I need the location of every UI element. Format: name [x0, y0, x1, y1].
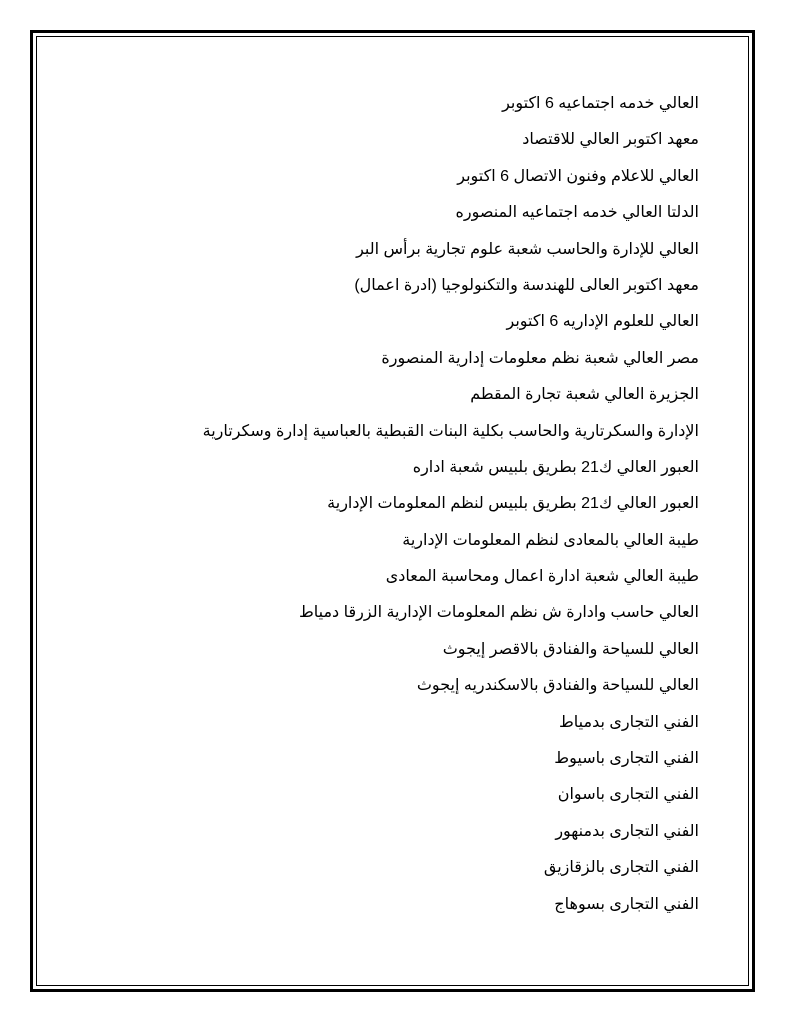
list-item: العالي للاعلام وفنون الاتصال 6 اكتوبر — [457, 167, 699, 185]
list-item: العالي للسياحة والفنادق بالاسكندريه إيجوث — [416, 677, 699, 695]
list-item: الفني التجارى بدمنهور — [555, 822, 699, 840]
list-item: العبور العالي ك21 بطريق بلبيس شعبة اداره — [412, 458, 699, 476]
list-item: العالي حاسب وادارة ش نظم المعلومات الإدارية الزرقا دمياط — [298, 604, 699, 622]
list-item: الفني التجارى بالزقازيق — [543, 859, 699, 877]
list-item: العالي خدمه اجتماعيه 6 اكتوبر — [502, 95, 699, 112]
list-item: العالي للسياحة والفنادق بالاقصر إيجوث — [442, 640, 699, 658]
list-item: الدلتا العالي خدمه اجتماعيه المنصوره — [455, 204, 699, 222]
list-item: العبور العالي ك21 بطريق بلبيس لنظم المعلومات الإدارية — [327, 495, 699, 513]
list-item: الفني التجارى باسوان — [557, 786, 699, 804]
list-item: الفني التجارى باسيوط — [554, 750, 699, 768]
list-item: الجزيرة العالي شعبة تجارة المقطم — [470, 386, 699, 404]
list-item: الفني التجارى بسوهاج — [554, 895, 699, 913]
institute-list — [99, 90, 699, 927]
list-item: طيبة العالي شعبة ادارة اعمال ومحاسبة المعادى — [385, 568, 699, 586]
list-item: العالي للعلوم الإداريه 6 اكتوبر — [506, 313, 699, 331]
list-item: الفني التجارى بدمياط — [559, 713, 699, 731]
list-item: معهد اكتوبر العالى للهندسة والتكنولوجيا (ادرة اعمال) — [354, 276, 699, 294]
list-item: الإدارة والسكرتارية والحاسب بكلية البنات القبطية بالعباسية إدارة وسكرتارية — [202, 422, 699, 440]
list-item: معهد اكتوبر العالي للاقتصاد — [522, 131, 699, 149]
list-item: مصر العالي شعبة نظم معلومات إدارية المنصورة — [381, 349, 699, 367]
list-item: العالي للإدارة والحاسب شعبة علوم تجارية برأس البر — [356, 240, 699, 258]
list-item: طيبة العالي بالمعادى لنظم المعلومات الإدارية — [402, 531, 699, 549]
